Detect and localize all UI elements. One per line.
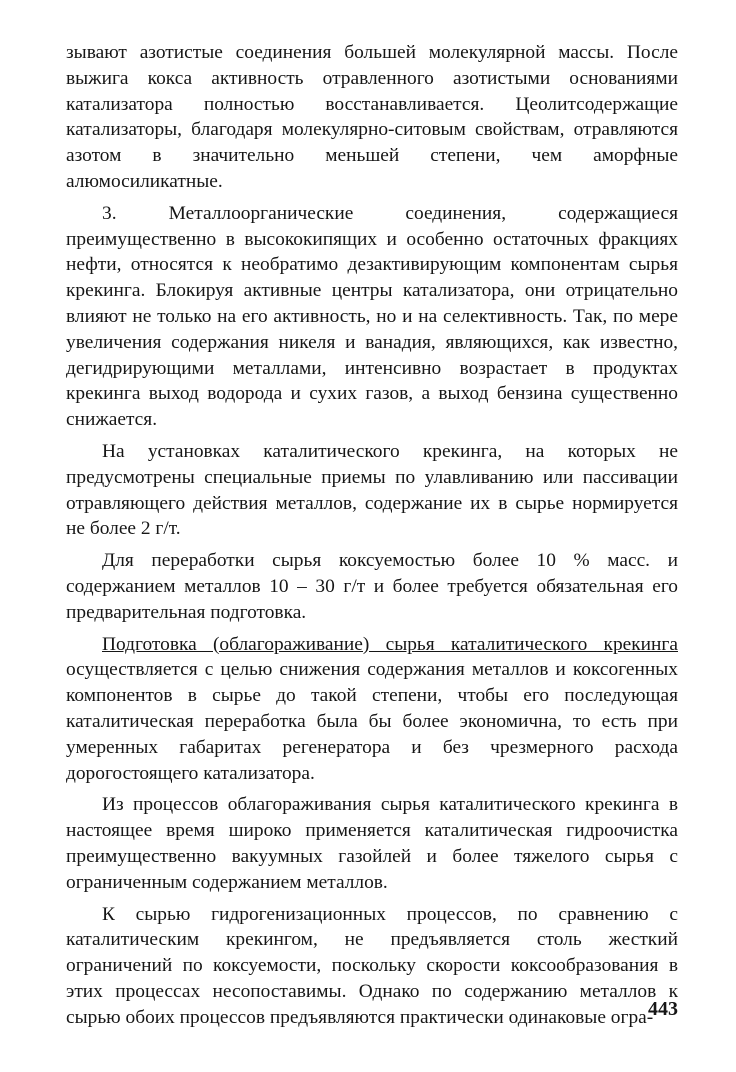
page-text — [66, 40, 678, 1036]
paragraph-7: К сырью гидрогенизационных процессов, по сравнению с каталитическим крекингом, не предъявляется столь жесткий ограничений по коксуемости, поскольку скорости коксообразования в этих процессах несопоставимы. Однако по содержанию металлов к сырью обоих процессов предъявляются практически одинаковые огра- — [66, 903, 678, 1028]
paragraph-6: Из процессов облагораживания сырья каталитического крекинга в настоящее время широко применяется каталитическая гидроочистка преимущественно вакуумных газойлей и более тяжелого сырья с ограниченным содержанием металлов. — [66, 794, 678, 893]
paragraph-3: На установках каталитического крекинга, на которых не предусмотрены специальные приемы по улавливанию или пассивации отравляющего действия металлов, содержание их в сырье нормируется не более 2 г/т. — [66, 440, 678, 540]
paragraph-5-text: осуществляется с целью снижения содержания металлов и коксогенных компонентов в сырье до такой степени, чтобы его последующая каталитическая переработка была бы более экономична, то есть при умеренных габаритах регенератора и без чрезмерного расхода дорогостоящего катализатора. — [66, 659, 678, 784]
paragraph-2: 3. Металлоорганические соединения, содержащиеся преимущественно в высококипящих и особенно остаточных фракциях нефти, относятся к необратимо дезактивирующим компонентам сырья крекинга. Блокируя активные центры катализатора, они отрицательно влияют не только на его активность, но и на селективность. Так, по мере увеличения содержания никеля и ванадия, являющихся, как известно, дегидрирующими металлами, интенсивно возрастает в продуктах крекинга выход водорода и сухих газов, а выход бензина существенно снижается. — [66, 202, 678, 431]
page-number: 443 — [648, 998, 678, 1020]
paragraph-1: зывают азотистые соединения большей молекулярной массы. После выжига кокса активность отравленного азотистыми основаниями катализатора полностью восстанавливается. Цеолитсодержащие катализаторы, благодаря молекулярно-ситовым свойствам, отравляются азотом в значительно меньшей степени, чем аморфные алюмосиликатные. — [66, 42, 678, 192]
paragraph-5 — [66, 632, 678, 787]
underlined-term: Подготовка (облагораживание) сырья каталитического крекинга — [102, 633, 678, 655]
paragraph-4: Для переработки сырья коксуемостью более 10 % масс. и содержанием металлов 10 – 30 г/т и более требуется обязательная его предварительная подготовка. — [66, 550, 678, 623]
